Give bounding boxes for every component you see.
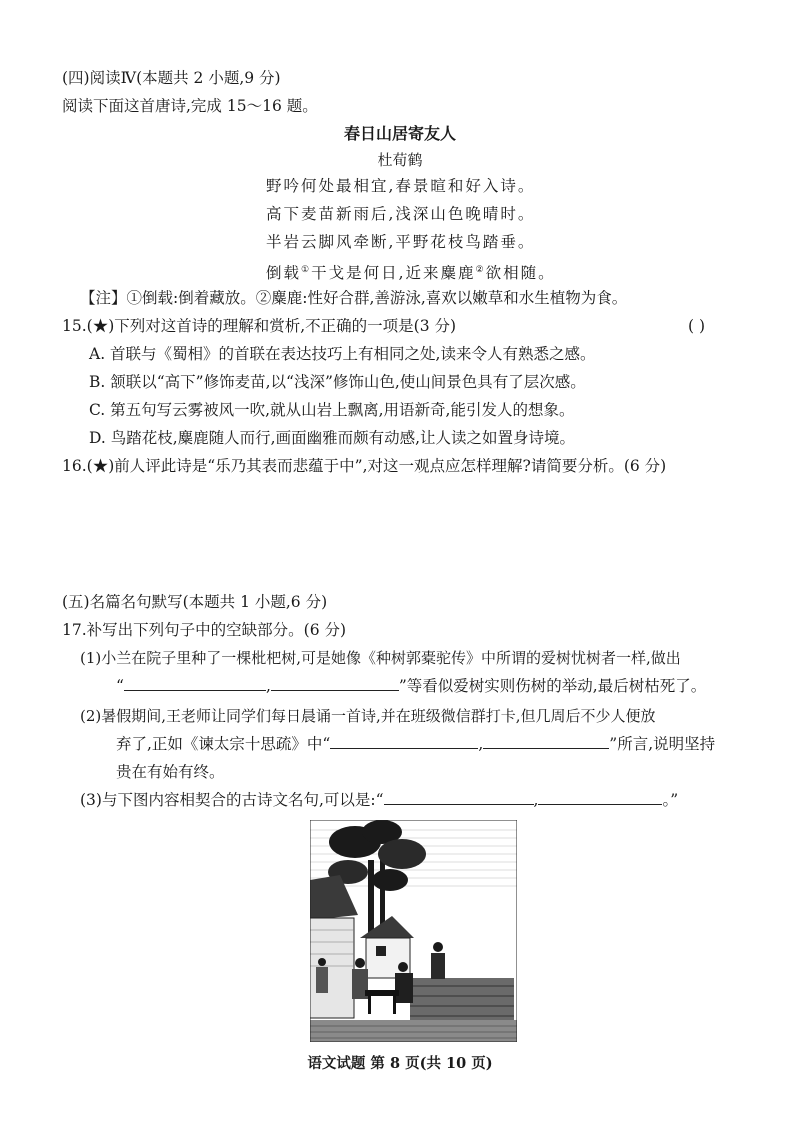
section4-header: (四)阅读Ⅳ(本题共 2 小题,9 分) [62,69,281,87]
poem-author: 杜荀鹤 [377,151,423,169]
q17-part2-blank-1[interactable] [330,734,478,749]
poem-line-4: 倒载①干戈是何日,近来麋鹿②欲相随。 [266,264,556,283]
q15-option-b: B. 颔联以“高下”修饰麦苗,以“浅深”修饰山色,使山间景色具有了层次感。 [89,373,586,391]
q17-stem: 17.补写出下列句子中的空缺部分。(6 分) [62,621,347,639]
poem-note: 【注】①倒载:倒着藏放。②麋鹿:性好合群,善游泳,喜欢以嫩草和水生植物为食。 [80,289,628,307]
q15-answer-parens: ( ) [688,317,706,335]
q17-part2-blank-2[interactable] [483,734,609,749]
q17-part3-blank-1[interactable] [384,790,534,805]
q15-option-c: C. 第五句写云雾被风一吹,就从山岩上飘离,用语新奇,能引发人的想象。 [89,401,575,419]
section5-header: (五)名篇名句默写(本题共 1 小题,6 分) [62,593,328,611]
q16-stem: 16.(★)前人评此诗是“乐乃其表而悲蕴于中”,对这一观点应怎样理解?请简要分析。(6 分) [62,457,667,475]
q17-part2-line2: 弃了,正如《谏太宗十思疏》中“ , ”所言,说明坚持 [116,735,716,753]
q16-answer-area[interactable] [62,484,738,584]
page-footer: 语文试题 第 8 页(共 10 页) [307,1055,493,1072]
q17-part1-line1: (1)小兰在院子里种了一棵枇杷树,可是她像《种树郭橐驼传》中所谓的爱树忧树者一样,做出 [80,649,681,667]
q17-part1-blank-2[interactable] [271,676,399,691]
q17-part1-line2: “ , ”等看似爱树实则伤树的举动,最后树枯死了。 [116,677,707,695]
poem-title: 春日山居寄友人 [343,124,456,143]
q17-part2-line1: (2)暑假期间,王老师让同学们每日晨诵一首诗,并在班级微信群打卡,但几周后不少人便放 [80,707,656,725]
q17-part1-blank-1[interactable] [124,676,266,691]
poem-line-2: 高下麦苗新雨后,浅深山色晚晴时。 [266,205,536,223]
section4-intro: 阅读下面这首唐诗,完成 15～16 题。 [62,97,318,115]
q17-part2-line3: 贵在有始有终。 [116,763,225,781]
q17-part3-line: (3)与下图内容相契合的古诗文名句,可以是:“ , 。” [80,791,679,809]
q15-stem: 15.(★)下列对这首诗的理解和赏析,不正确的一项是(3 分) [62,317,457,335]
q15-option-a: A. 首联与《蜀相》的首联在表达技巧上有相同之处,读来令人有熟悉之感。 [89,345,596,363]
poem-line-3: 半岩云脚风牵断,平野花枝鸟踏垂。 [266,233,536,251]
rural-gathering-illustration [310,820,517,1042]
q15-option-d: D. 鸟踏花枝,麋鹿随人而行,画面幽雅而颇有动感,让人读之如置身诗境。 [89,429,576,447]
poem-line-1: 野吟何处最相宜,春景暄和好入诗。 [266,177,536,195]
q17-part3-blank-2[interactable] [538,790,662,805]
